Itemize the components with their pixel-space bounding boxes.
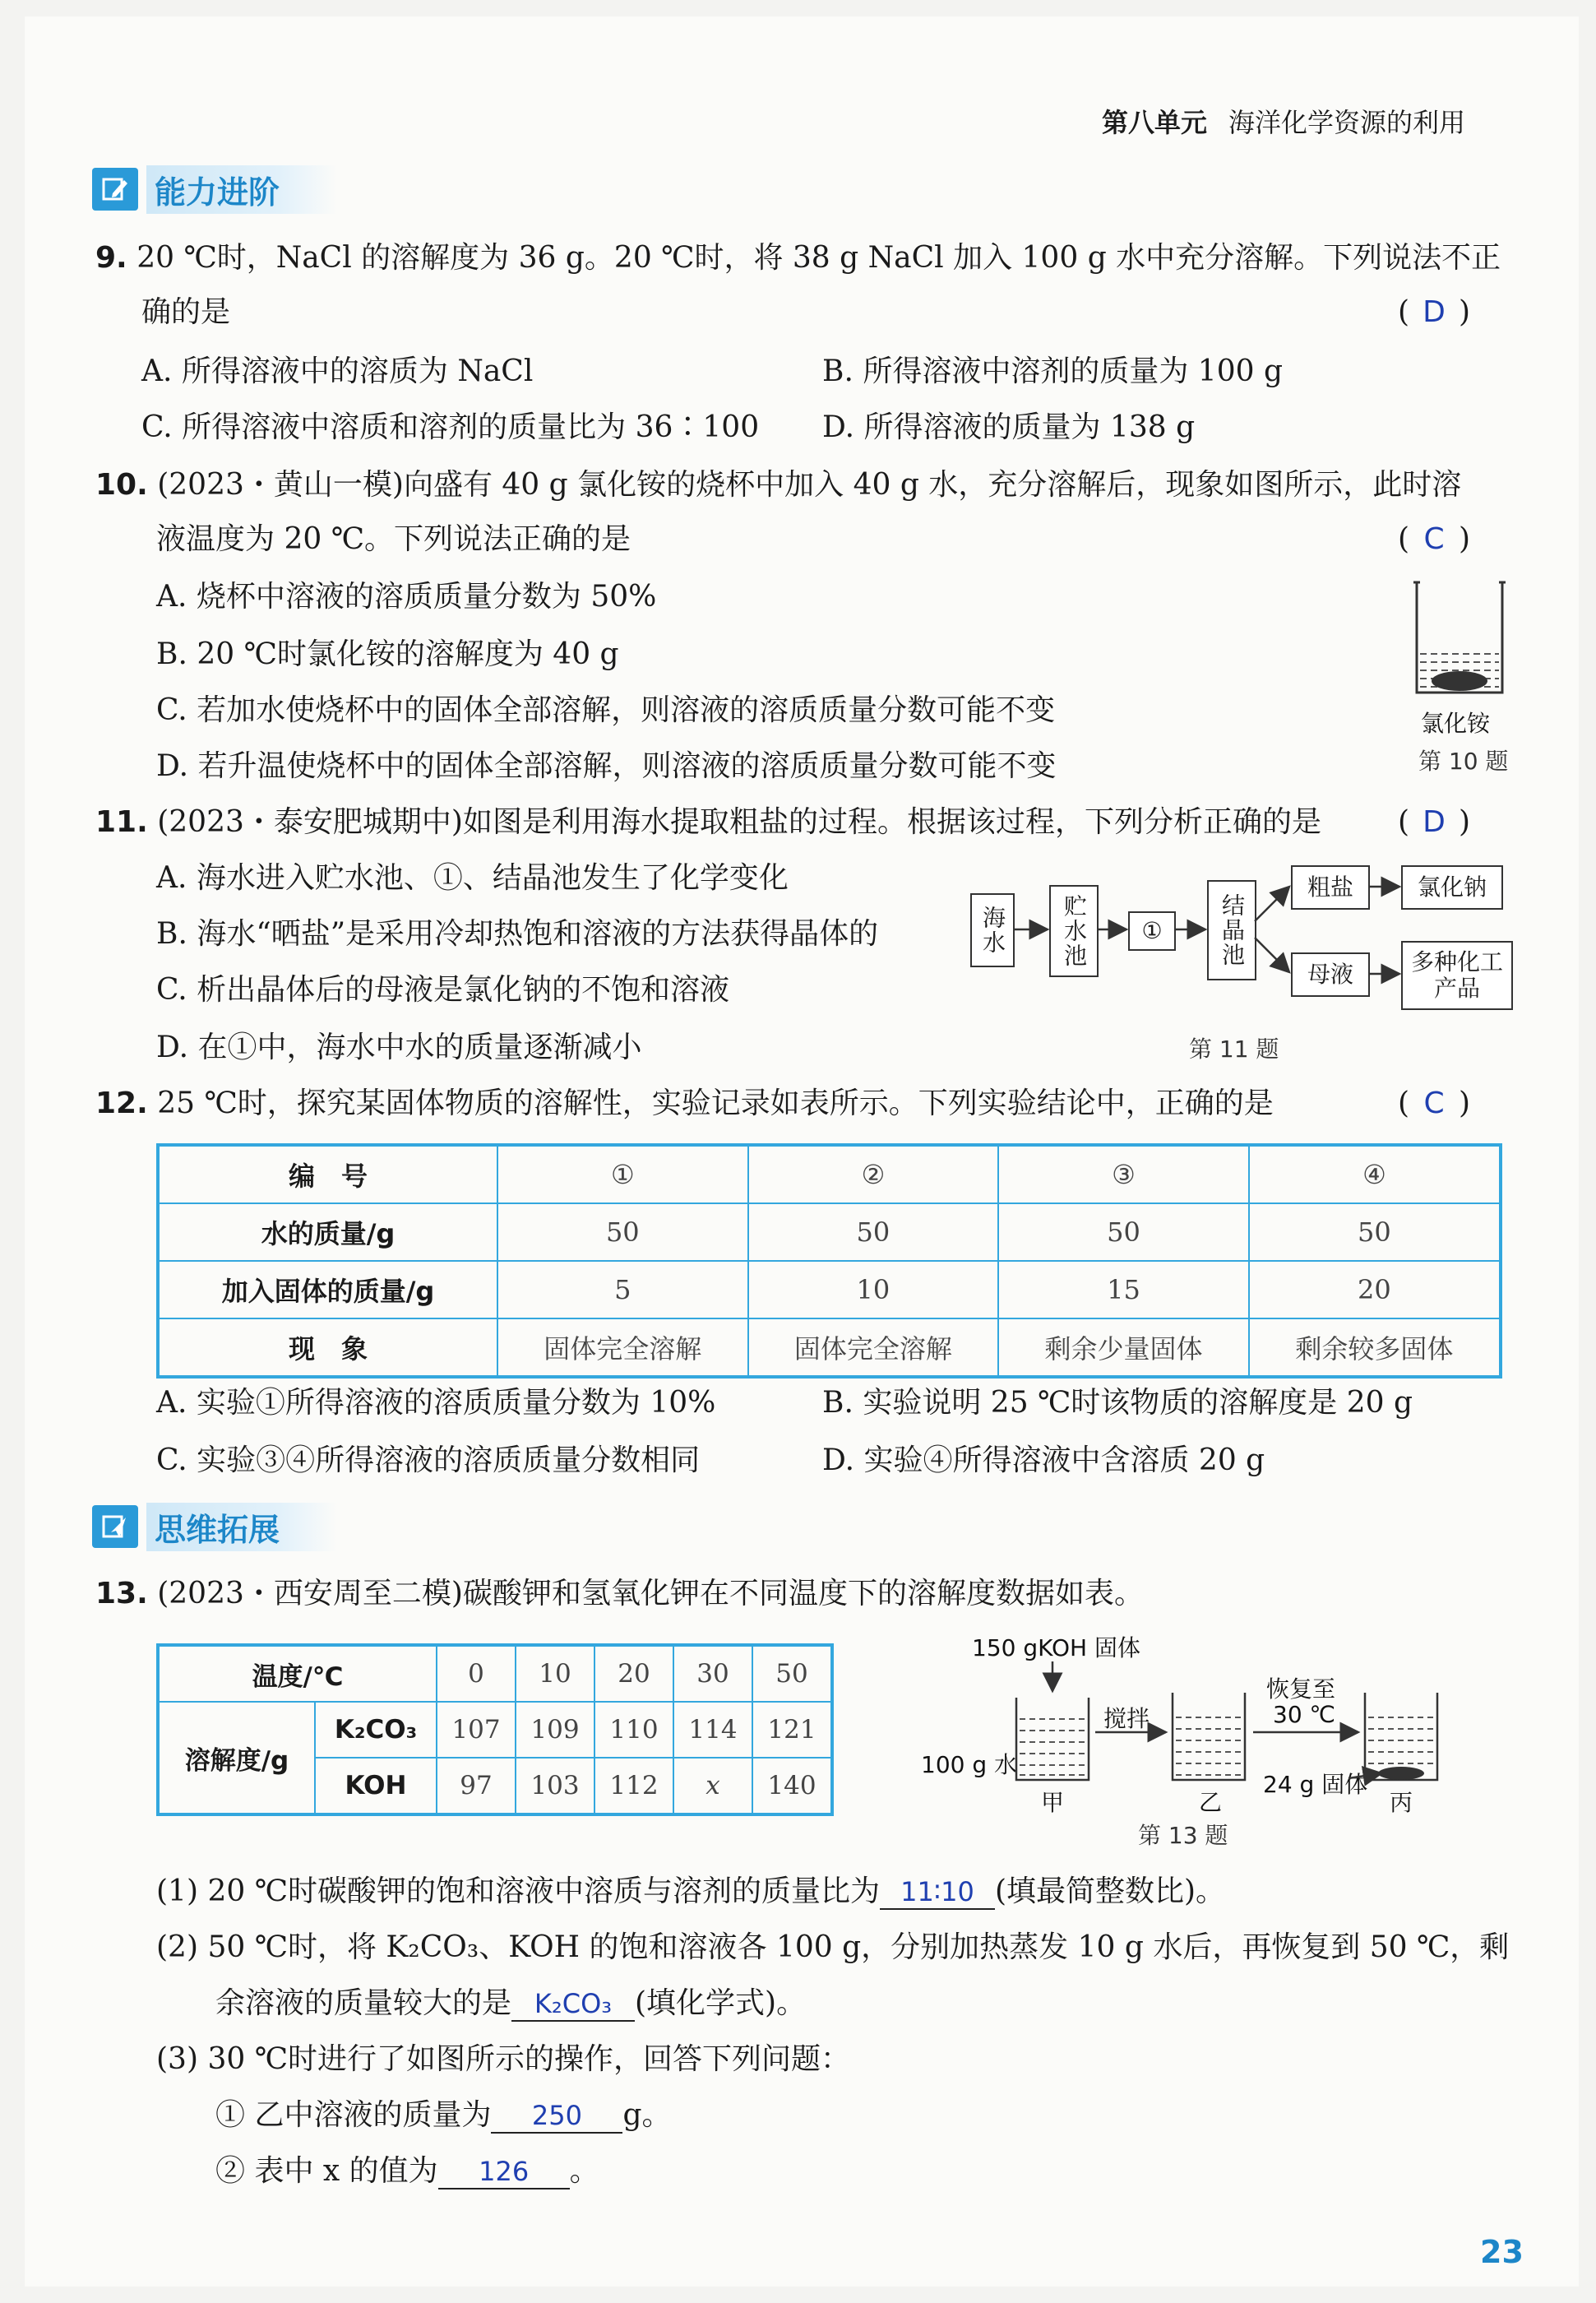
table-cell: 50 — [748, 1203, 999, 1261]
table-cell: 15 — [998, 1261, 1249, 1318]
q11-figure-caption: 第 11 题 — [1189, 1036, 1279, 1063]
q10-line2: 液温度为 20 ℃。下列说法正确的是 — [156, 522, 631, 556]
q9-option-c: C. 所得溶液中溶质和溶剂的质量比为 36∶100 — [141, 410, 760, 444]
table-cell: 112 — [594, 1758, 673, 1814]
q13-part3a — [215, 2096, 672, 2135]
q11-option-d: D. 在①中，海水中水的质量逐渐减小 — [156, 1031, 642, 1064]
q13-part3b-end: 。 — [569, 2154, 599, 2188]
temp-label: 温度/℃ — [158, 1645, 437, 1702]
q10-figure-caption: 第 10 题 — [1418, 748, 1509, 775]
table-cell: 107 — [437, 1702, 516, 1758]
table-cell: 20 — [594, 1645, 673, 1702]
q12-stem: 25 ℃时，探究某固体物质的溶解性，实验记录如表所示。下列实验结论中，正确的是 — [157, 1087, 1274, 1120]
fig-top-label: 150 gKOH 固体 — [972, 1634, 1140, 1661]
table-cell: 50 — [998, 1203, 1249, 1261]
q11-stem: (2023・泰安肥城期中)如图是利用海水提取粗盐的过程。根据该过程，下列分析正确的是 — [157, 805, 1321, 839]
solubility-label: 溶解度/g — [158, 1702, 315, 1814]
flow-seawater: 海水 — [970, 893, 1015, 967]
fig-restore-temp: 30 ℃ — [1273, 1701, 1335, 1728]
flow-step1: ① — [1128, 911, 1176, 951]
flow-reservoir: 贮水池 — [1049, 885, 1099, 977]
table-cell: 剩余较多固体 — [1249, 1318, 1501, 1377]
table-cell: 10 — [748, 1261, 999, 1318]
table-cell: 20 — [1249, 1261, 1501, 1318]
q10-option-d: D. 若升温使烧杯中的固体全部溶解，则溶液的溶质质量分数可能不变 — [156, 749, 1057, 783]
q13-part3b-answer: 126 — [438, 2155, 570, 2189]
table-cell: 103 — [516, 1758, 594, 1814]
q13-part3a-answer: 250 — [491, 2099, 622, 2134]
fig-yi-label: 乙 — [1199, 1789, 1223, 1816]
table-cell: 30 — [673, 1645, 752, 1702]
table-header-cell: 编 号 — [158, 1145, 497, 1203]
q13-part2-line2 — [215, 1984, 806, 2023]
table-cell: 0 — [437, 1645, 516, 1702]
table-cell: 5 — [497, 1261, 748, 1318]
q12-number: 12. — [95, 1087, 148, 1120]
q9-number: 9. — [95, 241, 127, 275]
q13-figure-caption: 第 13 题 — [1138, 1822, 1228, 1849]
table-header-cell: ④ — [1249, 1145, 1501, 1203]
flow-crude-salt: 粗盐 — [1291, 865, 1370, 910]
q12-option-d: D. 实验④所得溶液中含溶质 20 g — [822, 1443, 1265, 1477]
table-cell: 固体完全溶解 — [497, 1318, 748, 1377]
q11-option-c: C. 析出晶体后的母液是氯化钠的不饱和溶液 — [156, 973, 730, 1007]
fig-restore-label: 恢复至 — [1266, 1675, 1336, 1703]
table-cell: 10 — [516, 1645, 594, 1702]
q11-answer: ( D ) — [1398, 803, 1470, 842]
fig-bing-label: 丙 — [1390, 1789, 1413, 1816]
table-header-cell: ③ — [998, 1145, 1249, 1203]
q13-part1-note: (填最简整数比)。 — [994, 1874, 1226, 1908]
q13-part2-text: 余溶液的质量较大的是 — [215, 1986, 512, 2020]
table-cell: 50 — [497, 1203, 748, 1261]
fig-water-label: 100 g 水 — [921, 1751, 1018, 1778]
table-cell: x — [673, 1758, 752, 1814]
q9-option-d: D. 所得溶液的质量为 138 g — [822, 410, 1196, 444]
section-thinking-title: 思维拓展 — [146, 1503, 337, 1551]
q9-answer-letter: D — [1423, 295, 1446, 329]
q13-part3a-unit: g。 — [622, 2098, 672, 2132]
flow-nacl: 氯化钠 — [1401, 865, 1503, 910]
table-cell: 97 — [437, 1758, 516, 1814]
q11-number: 11. — [95, 805, 148, 839]
table-cell: 114 — [673, 1702, 752, 1758]
q12-option-a: A. 实验①所得溶液的溶质质量分数为 10% — [156, 1386, 716, 1420]
flow-products: 多种化工产品 — [1401, 941, 1513, 1010]
k2co3-label: K₂CO₃ — [315, 1702, 437, 1758]
q9-option-a: A. 所得溶液中的溶质为 NaCl — [141, 354, 534, 388]
q9-line2: 确的是 — [141, 295, 231, 329]
q13-part1-answer: 11∶10 — [880, 1875, 995, 1910]
koh-label: KOH — [315, 1758, 437, 1814]
fig-stir-label: 搅拌 — [1103, 1705, 1150, 1732]
q10-option-b: B. 20 ℃时氯化铵的溶解度为 40 g — [156, 637, 619, 671]
table-header-cell: ① — [497, 1145, 748, 1203]
q13-part1 — [156, 1872, 1225, 1911]
table-header-cell: ② — [748, 1145, 999, 1203]
table-cell: 140 — [752, 1758, 832, 1814]
q13-part2-note: (填化学式)。 — [635, 1986, 807, 2020]
flow-mother-liquor: 母液 — [1291, 952, 1370, 997]
beaker-label: 氯化铵 — [1421, 710, 1491, 737]
q10-answer-letter: C — [1423, 522, 1445, 556]
q9-answer: ( D ) — [1398, 293, 1470, 332]
flow-crystal-pool: 结晶池 — [1207, 880, 1256, 980]
q11-option-b: B. 海水“晒盐”是采用冷却热饱和溶液的方法获得晶体的 — [156, 917, 879, 951]
table-cell: 现 象 — [158, 1318, 497, 1377]
unit-label: 第八单元 — [1102, 107, 1208, 138]
table-cell: 固体完全溶解 — [748, 1318, 999, 1377]
unit-title: 海洋化学资源的利用 — [1228, 107, 1466, 138]
q10-answer: ( C ) — [1398, 520, 1470, 559]
q12-option-b: B. 实验说明 25 ℃时该物质的溶解度是 20 g — [822, 1386, 1413, 1420]
table-cell: 109 — [516, 1702, 594, 1758]
q10-number: 10. — [95, 468, 148, 502]
q13-part2-answer: K₂CO₃ — [511, 1987, 635, 2022]
table-cell: 110 — [594, 1702, 673, 1758]
table-cell: 121 — [752, 1702, 832, 1758]
q13-stem: (2023・西安周至二模)碳酸钾和氢氧化钾在不同温度下的溶解度数据如表。 — [157, 1577, 1144, 1610]
table-cell: 50 — [1249, 1203, 1501, 1261]
q13-part2-line1: (2) 50 ℃时，将 K₂CO₃、KOH 的饱和溶液各 100 g，分别加热蒸发 10 g 水后，再恢复到 50 ℃，剩 — [156, 1930, 1510, 1964]
q11-answer-letter: D — [1423, 805, 1446, 839]
fig-jia-label: 甲 — [1041, 1789, 1065, 1816]
q13-part3a-text: ① 乙中溶液的质量为 — [215, 2098, 492, 2132]
table-cell: 水的质量/g — [158, 1203, 497, 1261]
q10-option-c: C. 若加水使烧杯中的固体全部溶解，则溶液的溶质质量分数可能不变 — [156, 693, 1056, 727]
q13-part3b — [215, 2152, 599, 2191]
q13-part3b-text: ② 表中 x 的值为 — [215, 2154, 438, 2188]
q9-option-b: B. 所得溶液中溶剂的质量为 100 g — [822, 354, 1283, 388]
q11-option-a: A. 海水进入贮水池、①、结晶池发生了化学变化 — [156, 861, 789, 895]
table-cell: 加入固体的质量/g — [158, 1261, 497, 1318]
table-cell: 50 — [752, 1645, 832, 1702]
q13-part3: (3) 30 ℃时进行了如图所示的操作，回答下列问题： — [156, 2042, 850, 2076]
q9-stem: 20 ℃时，NaCl 的溶解度为 36 g。20 ℃时，将 38 g NaCl 加入 100 g 水中充分溶解。下列说法不正 — [136, 241, 1501, 275]
fig-solid-label: 24 g 固体 — [1263, 1771, 1368, 1798]
q12-option-c: C. 实验③④所得溶液的溶质质量分数相同 — [156, 1443, 701, 1477]
q12-answer: ( C ) — [1398, 1084, 1470, 1124]
q10-stem: (2023・黄山一模)向盛有 40 g 氯化铵的烧杯中加入 40 g 水，充分溶解后，现象如图所示，此时溶 — [157, 468, 1462, 502]
q13-part1-text: (1) 20 ℃时碳酸钾的饱和溶液中溶质与溶剂的质量比为 — [156, 1874, 880, 1908]
q12-answer-letter: C — [1423, 1087, 1445, 1120]
page-number: 23 — [1480, 2234, 1524, 2270]
table-cell: 剩余少量固体 — [998, 1318, 1249, 1377]
q10-option-a: A. 烧杯中溶液的溶质质量分数为 50% — [156, 580, 657, 614]
section-ability-title: 能力进阶 — [146, 165, 337, 214]
q13-number: 13. — [95, 1577, 148, 1610]
